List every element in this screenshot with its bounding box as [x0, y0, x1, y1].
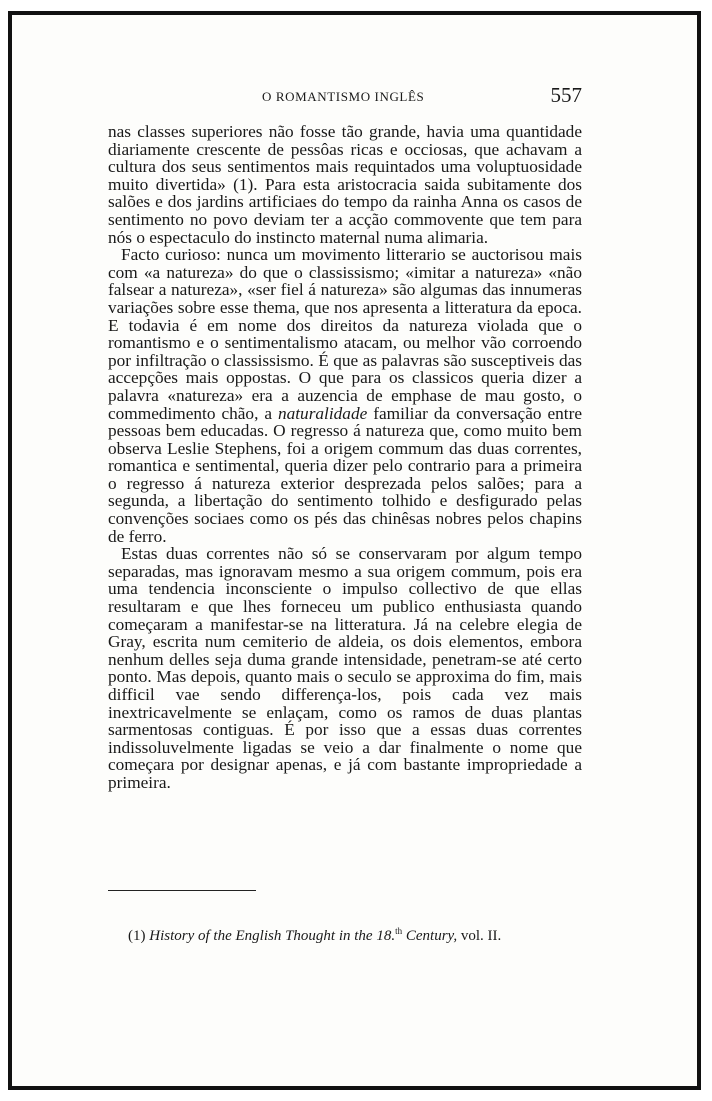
- paragraph-2-part-1: Facto curioso: nunca um movimento litterario se auctorisou mais com «a natureza» do que o classissismo; «imitar a natureza» «não falsear a natureza», «ser fiel á natureza» são algumas das innumeras variações sobre esse thema, que nos apresenta a litteratura da epoca. E todavia é em nome dos direitos da natureza violada que o romantismo e o sentimentalismo atacam, ou melhor vão corroendo por infiltração o classissismo. É que as palavras são susceptiveis das accepções mais oppostas. O que para os classicos queria dizer a palavra «natureza» era a auzencia de emphase de mau gosto, o commedimento chão, a: [108, 245, 582, 423]
- page-number: 557: [550, 83, 582, 107]
- footnote-marker: (1): [128, 928, 146, 944]
- paragraph-1: nas classes superiores não fosse tão grande, havia uma quantidade diariamente crescente de pessôas ricas e occiosas, que achavam a cultura dos seus sentimentos mais requintados uma voluptuosidade muito divertida» (1). Para esta aristocracia saida subitamente dos salões e dos jardins artificiaes do tempo da rainha Anna os casos de sentimento no povo deviam ter a acção commovente que tem para nós o espectaculo do instincto maternal numa alimaria.: [108, 122, 582, 247]
- footnote-volume: vol. II.: [460, 928, 502, 944]
- body-text: [108, 123, 582, 792]
- footnote: [128, 928, 588, 945]
- footnote-divider: [108, 890, 256, 891]
- footnote-work-title: History of the English Thought in the: [149, 928, 373, 944]
- footnote-century: Century,: [405, 928, 458, 944]
- running-title: O ROMANTISMO INGLÊS: [262, 89, 425, 104]
- page-header: [108, 83, 582, 113]
- paragraph-2-part-2: familiar da conversação entre pessoas bem educadas. O regresso á natureza que, como muito bem observa Leslie Stephens, foi a origem commum das duas correntes, romantica e sentimental, queria dizer pelo contrario para a primeira o regresso á natureza exterior desprezada pelos salões; para a segunda, a libertação do sentimento tolhido e desfigurado pelas convenções sociaes como os pés das chinêsas nobres pelos chapins de ferro.: [108, 403, 582, 546]
- emphasis-naturalidade: naturalidade: [277, 403, 368, 423]
- paragraph-3: Estas duas correntes não só se conservaram por algum tempo separadas, mas ignoravam mesmo a sua origem commum, pois era uma tendencia inconsciente o impulso collectivo de que ellas resultaram e que lhes forneceu um publico enthusiasta quando começaram a manifestar-se na litteratura. Já na celebre elegia de Gray, escrita num cemiterio de aldeia, os dois elementos, embora nenhum delles seja duma grande intensidade, penetram-se até certo ponto. Mas depois, quanto mais o seculo se approxima do fim, mais difficil vae sendo differença-los, pois cada vez mais inextricavelmente se enlaçam, como os ramos de duas plantas sarmentosas contiguas. É por isso que a essas duas correntes indissoluvelmente ligadas se veio a dar finalmente o nome que começara por designar apenas, e já com bastante impropriedade a primeira.: [108, 544, 582, 792]
- footnote-year: 18.: [376, 928, 396, 944]
- footnote-superscript: th: [395, 926, 403, 936]
- paragraph-2: [108, 246, 582, 545]
